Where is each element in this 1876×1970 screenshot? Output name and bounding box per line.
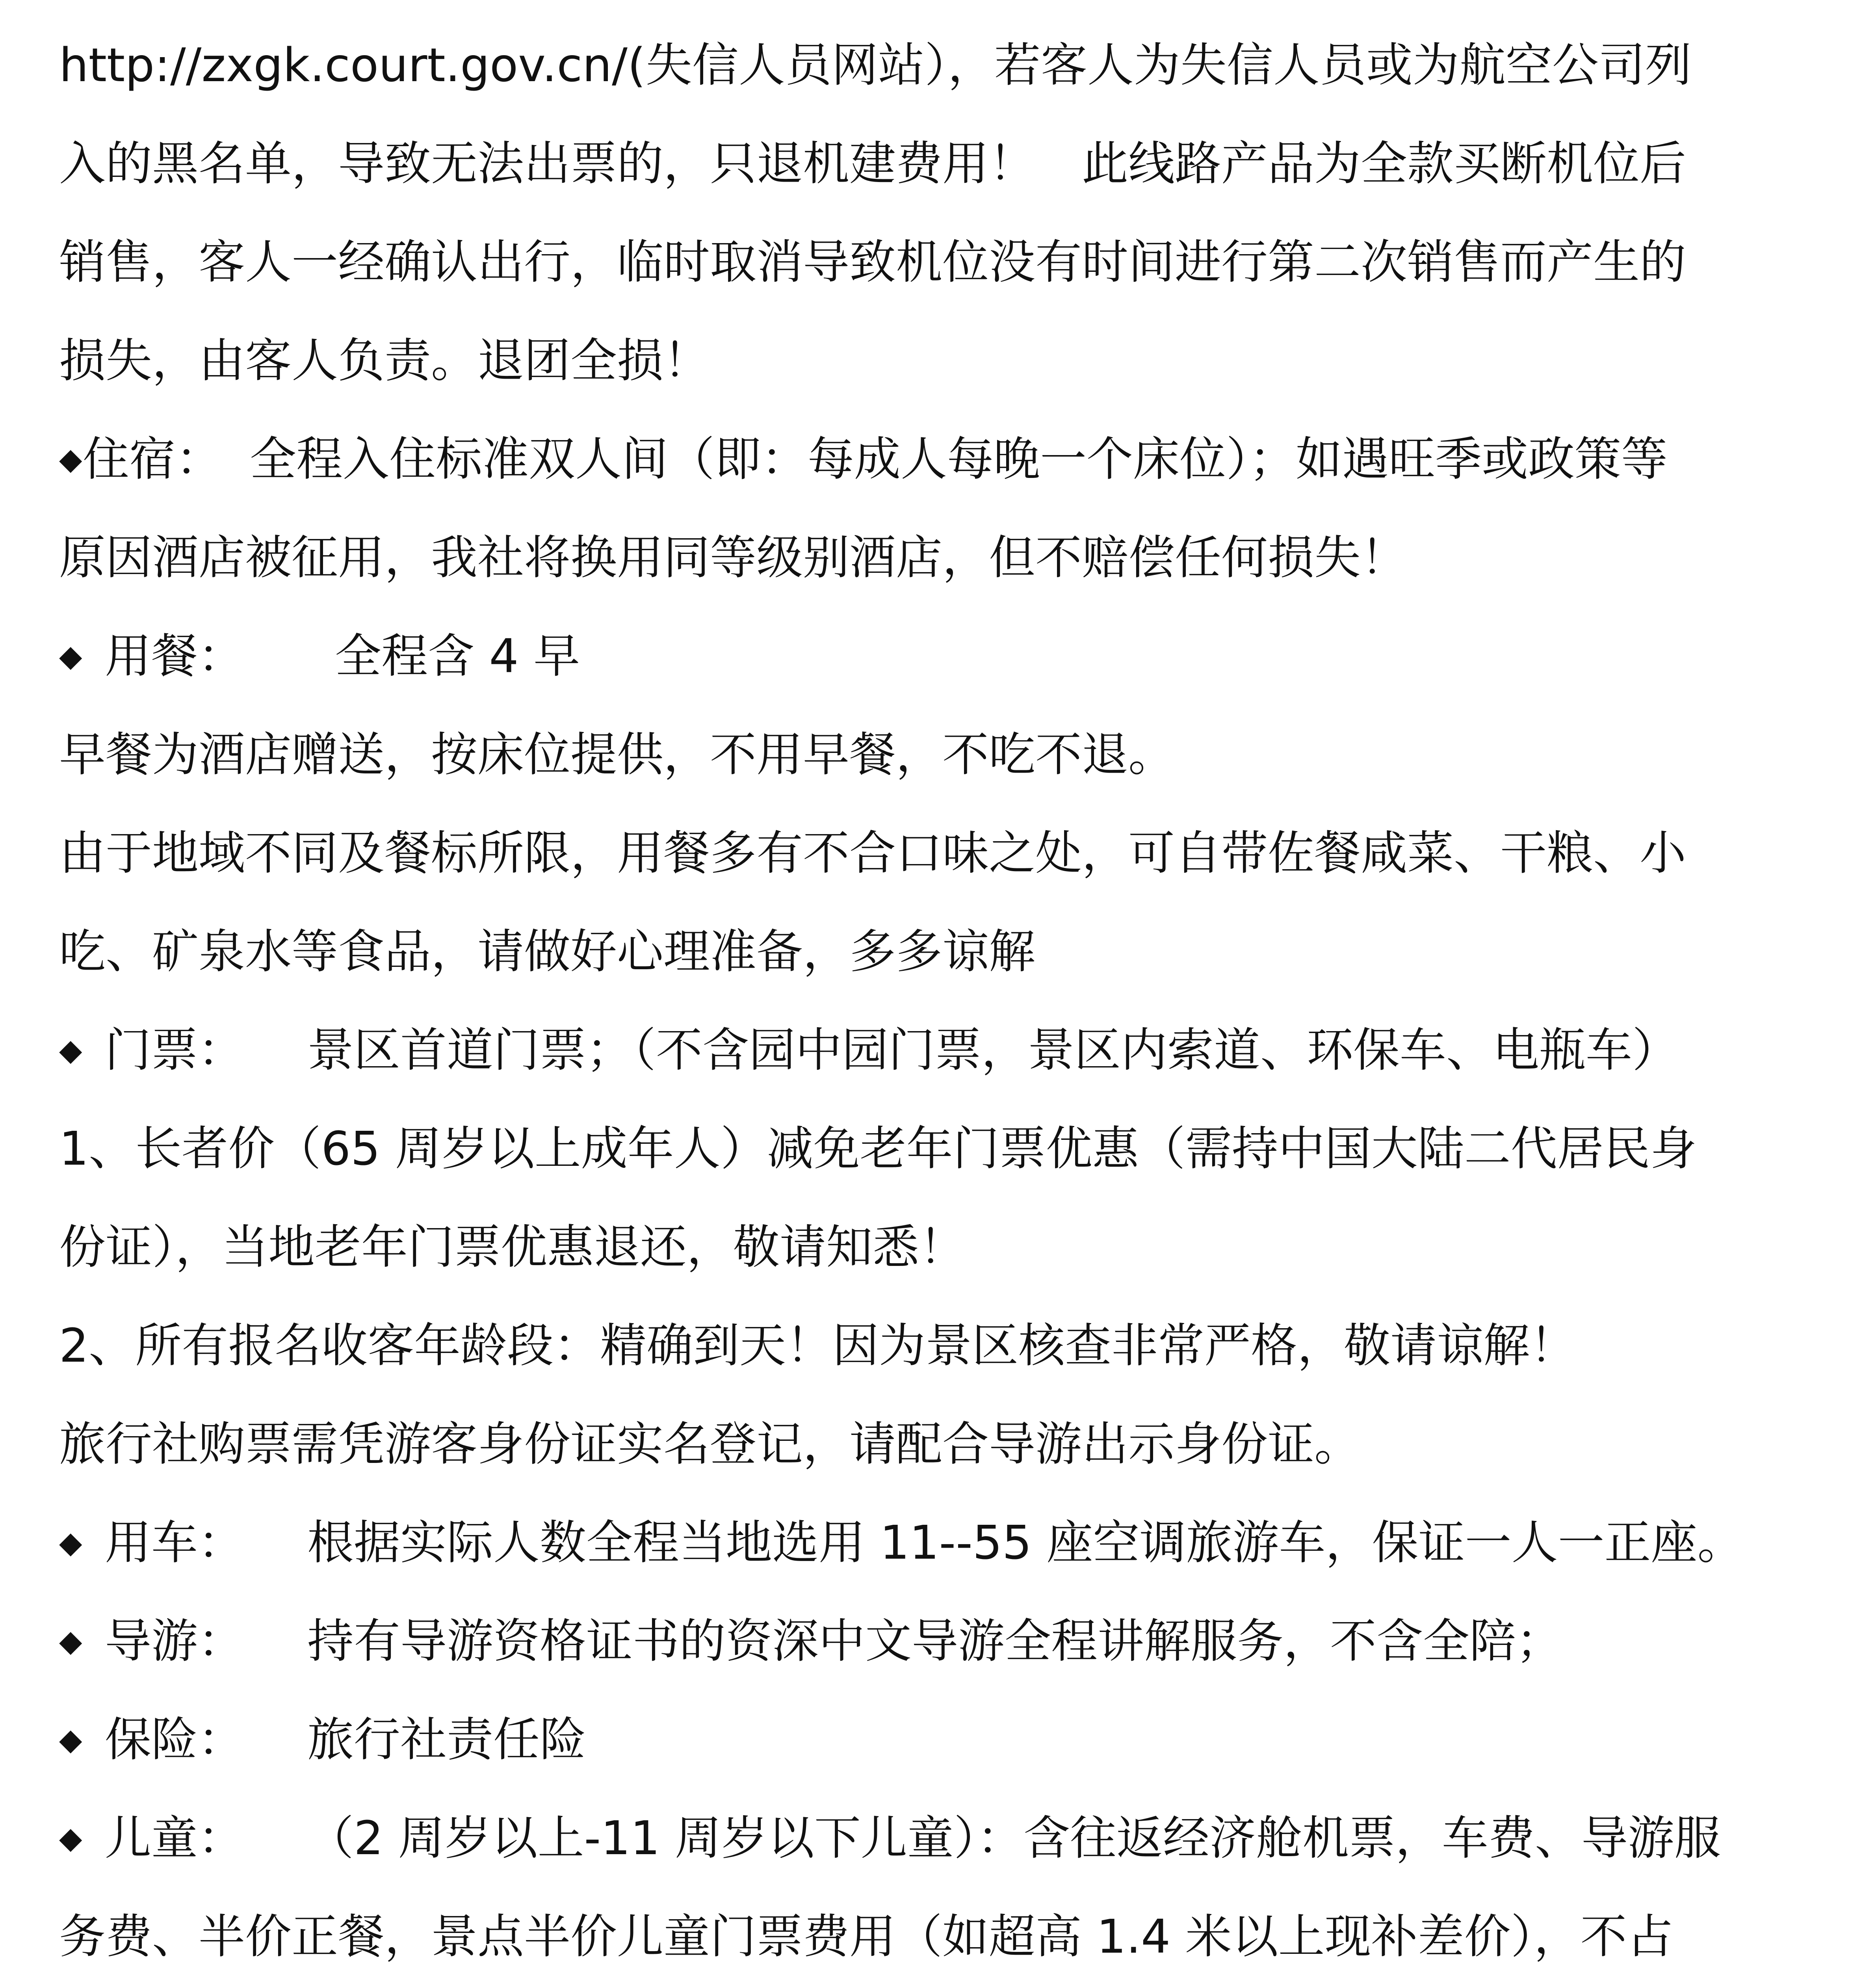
- children-label: 儿童：: [105, 1811, 245, 1865]
- tickets-label: 门票：: [105, 1023, 245, 1077]
- tickets-item: [59, 1001, 1679, 1099]
- insurance-label: 保险：: [105, 1712, 245, 1767]
- tickets-line-1: 1、长者价（65 周岁以上成年人）减免老年门票优惠（需持中国大陆二代居民身: [59, 1121, 1697, 1176]
- children-line-1: 务费、半价正餐，景点半价儿童门票费用（如超高 1.4 米以上现补差价），不占: [59, 1909, 1674, 1964]
- tickets-value: 景区首道门票；（不含园中园门票，景区内索道、环保车、电瓶车）: [307, 1023, 1679, 1077]
- guide-value: 持有导游资格证书的资深中文导游全程讲解服务，不含全陪；: [307, 1614, 1563, 1668]
- meals-line-2: 由于地域不同及餐标所限，用餐多有不合口味之处，可自带佐餐咸菜、干粮、小: [59, 826, 1687, 880]
- diamond-bullet-icon: ◆: [59, 441, 82, 476]
- diamond-bullet-icon: ◆: [59, 1032, 82, 1067]
- meals-label: 用餐：: [105, 629, 245, 683]
- children-item: [59, 1789, 1721, 1887]
- vehicle-value: 根据实际人数全程当地选用 11--55 座空调旅游车，保证一人一正座。: [307, 1515, 1744, 1570]
- lodging-label: 住宿：: [83, 432, 223, 486]
- diamond-bullet-icon: ◆: [59, 1820, 82, 1855]
- notice-line-1: http://zxgk.court.gov.cn/(失信人员网站），若客人为失信人员或为航空公司列: [59, 38, 1692, 92]
- vehicle-item: [59, 1493, 1744, 1592]
- insurance-value: 旅行社责任险: [307, 1712, 587, 1767]
- insurance-item: [59, 1690, 586, 1789]
- lodging-line-2: 原因酒店被征用，我社将换用同等级别酒店，但不赔偿任何损失！: [59, 530, 1408, 585]
- diamond-bullet-icon: ◆: [59, 638, 82, 673]
- tickets-line-2: 份证），当地老年门票优惠退还，敬请知悉！: [59, 1220, 966, 1274]
- diamond-bullet-icon: ◆: [59, 1722, 82, 1757]
- meals-value: 全程含 4 早: [335, 629, 580, 683]
- guide-label: 导游：: [105, 1614, 245, 1668]
- diamond-bullet-icon: ◆: [59, 1623, 82, 1658]
- tickets-line-4: 旅行社购票需凭游客身份证实名登记，请配合导游出示身份证。: [59, 1417, 1361, 1471]
- notice-line-3: 销售，客人一经确认出行，临时取消导致机位没有时间进行第二次销售而产生的: [59, 235, 1687, 289]
- meals-item: [59, 607, 580, 705]
- lodging-line-1: 全程入住标准双人间（即：每成人每晚一个床位）；如遇旺季或政策等: [250, 432, 1668, 486]
- tickets-line-3: 2、所有报名收客年龄段：精确到天！因为景区核查非常严格，敬请谅解！: [59, 1318, 1577, 1373]
- notice-line-4: 损失，由客人负责。退团全损！: [59, 333, 710, 388]
- guide-item: [59, 1592, 1562, 1690]
- diamond-bullet-icon: ◆: [59, 1525, 82, 1560]
- meals-line-1: 早餐为酒店赠送，按床位提供，不用早餐，不吃不退。: [59, 727, 1175, 782]
- children-value: （2 周岁以上-11 周岁以下儿童）：含往返经济舱机票，车费、导游服: [307, 1811, 1721, 1865]
- vehicle-label: 用车：: [105, 1515, 245, 1570]
- meals-line-3: 吃、矿泉水等食品，请做好心理准备，多多谅解: [59, 924, 1036, 979]
- lodging-item: [59, 410, 1668, 508]
- notice-line-2: 入的黑名单，导致无法出票的，只退机建费用！ 此线路产品为全款买断机位后: [59, 136, 1687, 191]
